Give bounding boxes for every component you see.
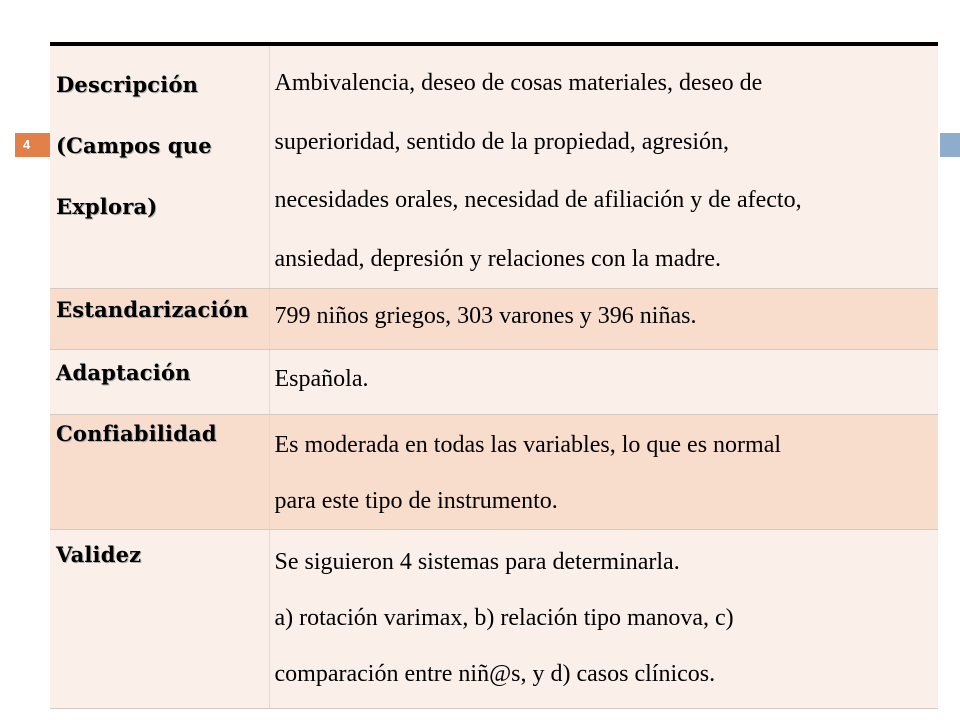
row-label [50, 350, 269, 415]
row-label-line: (Campos que [56, 133, 212, 158]
info-table [50, 42, 938, 709]
table-row-descripcion [50, 44, 938, 289]
row-label-line: Validez [56, 542, 142, 567]
row-value-line: 799 niños griegos, 303 varones y 396 niñas. [274, 303, 697, 329]
row-label-line: Explora) [56, 194, 158, 219]
row-label [50, 415, 269, 530]
row-value-line: necesidades orales, necesidad de afiliación y de afecto, [274, 187, 802, 213]
row-label-line: Descripción [56, 72, 199, 97]
row-value-line: Ambivalencia, deseo de cosas materiales, deseo de [274, 70, 763, 96]
row-value [269, 530, 938, 709]
row-label-line: Confiabilidad [56, 421, 217, 446]
row-value-line: Se siguieron 4 sistemas para determinarla. [274, 549, 680, 575]
row-value-line: Es moderada en todas las variables, lo que es normal [274, 432, 782, 458]
table-row-adaptacion [50, 350, 938, 415]
row-value [269, 289, 938, 350]
row-value [269, 44, 938, 289]
row-label [50, 530, 269, 709]
row-label-line: Adaptación [56, 360, 191, 385]
right-accent-bar [940, 133, 960, 157]
row-value-line: ansiedad, depresión y relaciones con la madre. [274, 245, 721, 272]
row-label [50, 289, 269, 350]
table-row-confiabilidad [50, 415, 938, 530]
row-label-line: Estandarización [56, 297, 249, 322]
table-row-estandarizacion [50, 289, 938, 350]
row-label [50, 44, 269, 289]
row-value-line: para este tipo de instrumento. [274, 488, 558, 514]
row-value-line: superioridad, sentido de la propiedad, agresión, [274, 128, 730, 155]
row-value-line: comparación entre niñ@s, y d) casos clínicos. [274, 661, 716, 687]
row-value-line: Española. [274, 366, 369, 392]
page-number-badge: 4 [15, 133, 55, 157]
row-value [269, 350, 938, 415]
table-row-validez [50, 530, 938, 709]
row-value-line: a) rotación varimax, b) relación tipo manova, c) [274, 605, 734, 631]
row-value [269, 415, 938, 530]
